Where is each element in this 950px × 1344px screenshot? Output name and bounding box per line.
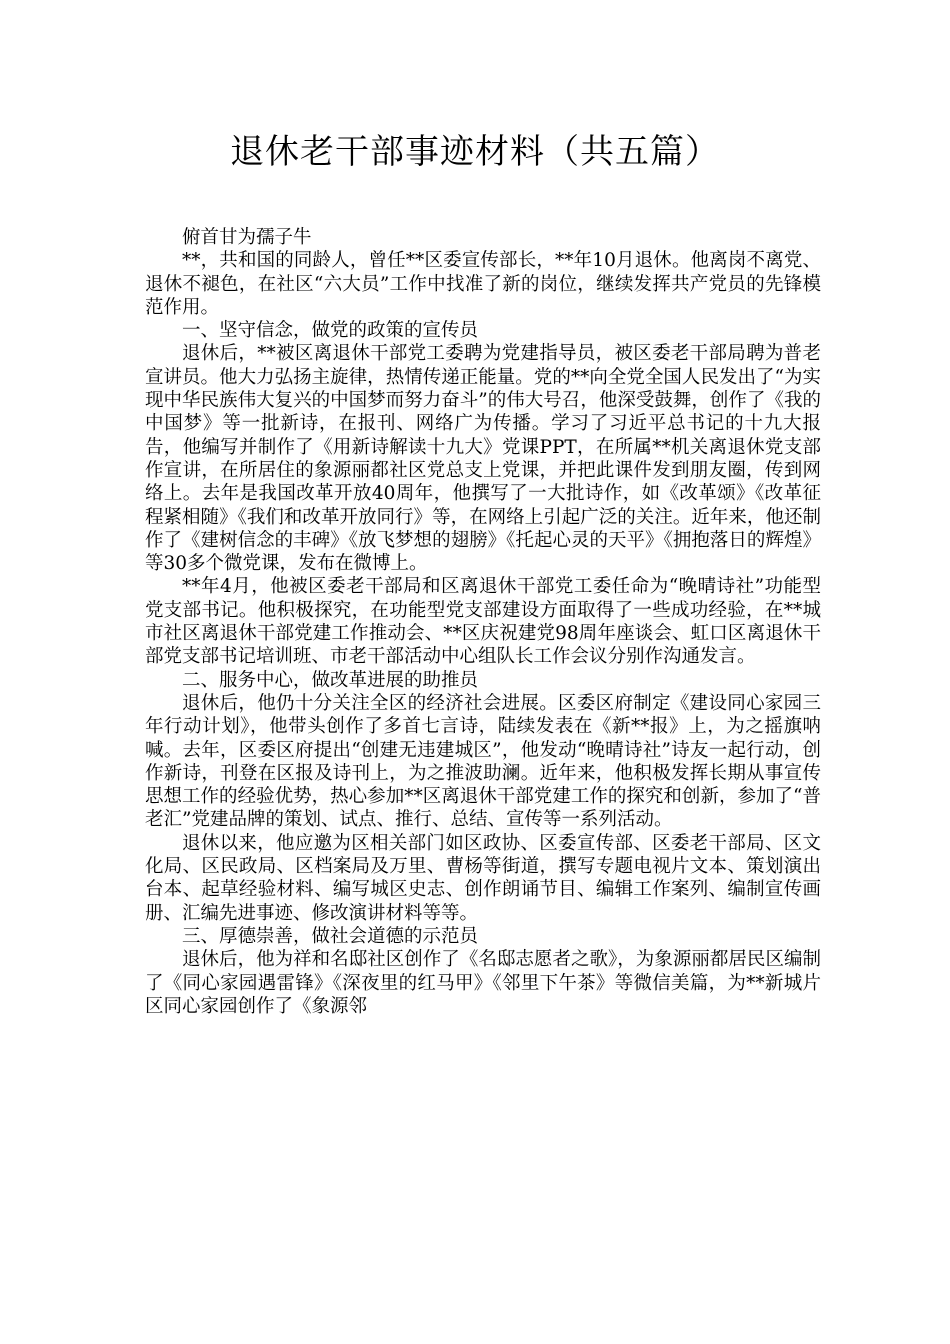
intro-paragraph: **，共和国的同龄人，曾任**区委宣传部长，**年10月退休。他离岗不离党、退休不褪色，在社区“六大员”工作中找准了新的岗位，继续发挥共产党员的先锋模范作用。 <box>145 250 821 318</box>
body-paragraph: 退休后，**被区离退休干部党工委聘为党建指导员，被区委老干部局聘为普老宣讲员。他大力弘扬主旋律，热情传递正能量。党的**向全党全国人民发出了“为实现中华民族伟大复兴的中国梦而努力奋斗”的伟大号召，他深受鼓舞，创作了《我的中国梦》等一批新诗，在报刊、网络广为传播。学习了习近平总书记的十九大报告，他编写并制作了《用新诗解读十九大》党课PPT，在所属**机关离退休党支部作宣讲，在所居住的象源丽都社区党总支上党课，并把此课件发到朋友圈，传到网络上。去年是我国改革开放40周年，他撰写了一大批诗作，如《改革颂》《改革征程紧相随》《我们和改革开放同行》等，在网络上引起广泛的关注。近年来，他还制作了《建树信念的丰碑》《放飞梦想的翅膀》《托起心灵的天平》《拥抱落日的辉煌》等30多个微党课，发布在微博上。 <box>145 343 821 575</box>
section-subtitle: 俯首甘为孺子牛 <box>182 227 312 248</box>
body-paragraph: 退休后，他仍十分关注全区的经济社会进展。区委区府制定《建设同心家园三年行动计划》，他带头创作了多首七言诗，陆续发表在《新**报》上，为之摇旗呐喊。去年，区委区府提出“创建无违建城区”，他发动“晚晴诗社”诗友一起行动，创作新诗，刊登在区报及诗刊上，为之推波助澜。近年来，他积极发挥长期从事宣传思想工作的经验优势，热心参加**区离退休干部党建工作的探究和创新，参加了“普老汇”党建品牌的策划、试点、推行、总结、宣传等一系列活动。 <box>145 692 821 831</box>
document-title: 退休老干部事迹材料（共五篇） <box>230 132 720 172</box>
body-paragraph: **年4月，他被区委老干部局和区离退休干部党工委任命为“晚晴诗社”功能型党支部书记。他积极探究，在功能型党支部建设方面取得了一些成功经验，在**城市社区离退休干部党建工作推动会、**区庆祝建党98周年座谈会、虹口区离退休干部党支部书记培训班、市老干部活动中心组队长工作会议分别作沟通发言。 <box>145 576 821 668</box>
body-paragraph: 退休以来，他应邀为区相关部门如区政协、区委宣传部、区委老干部局、区文化局、区民政局、区档案局及万里、曹杨等街道，撰写专题电视片文本、策划演出台本、起草经验材料、编写城区史志、创作朗诵节目、编辑工作案列、编制宣传画册、汇编先进事迹、修改演讲材料等等。 <box>145 832 821 924</box>
section-heading-2: 二、服务中心，做改革进展的助推员 <box>182 669 479 691</box>
body-paragraph: 退休后，他为祥和名邸社区创作了《名邸志愿者之歌》，为象源丽都居民区编制了《同心家园遇雷锋》《深夜里的红马甲》《邻里下午茶》等微信美篇，为**新城片区同心家园创作了《象源邻 <box>145 949 821 1017</box>
section-heading-1: 一、坚守信念，做党的政策的宣传员 <box>182 320 479 342</box>
section-heading-3: 三、厚德崇善，做社会道德的示范员 <box>182 925 479 947</box>
document-body <box>145 226 821 1018</box>
